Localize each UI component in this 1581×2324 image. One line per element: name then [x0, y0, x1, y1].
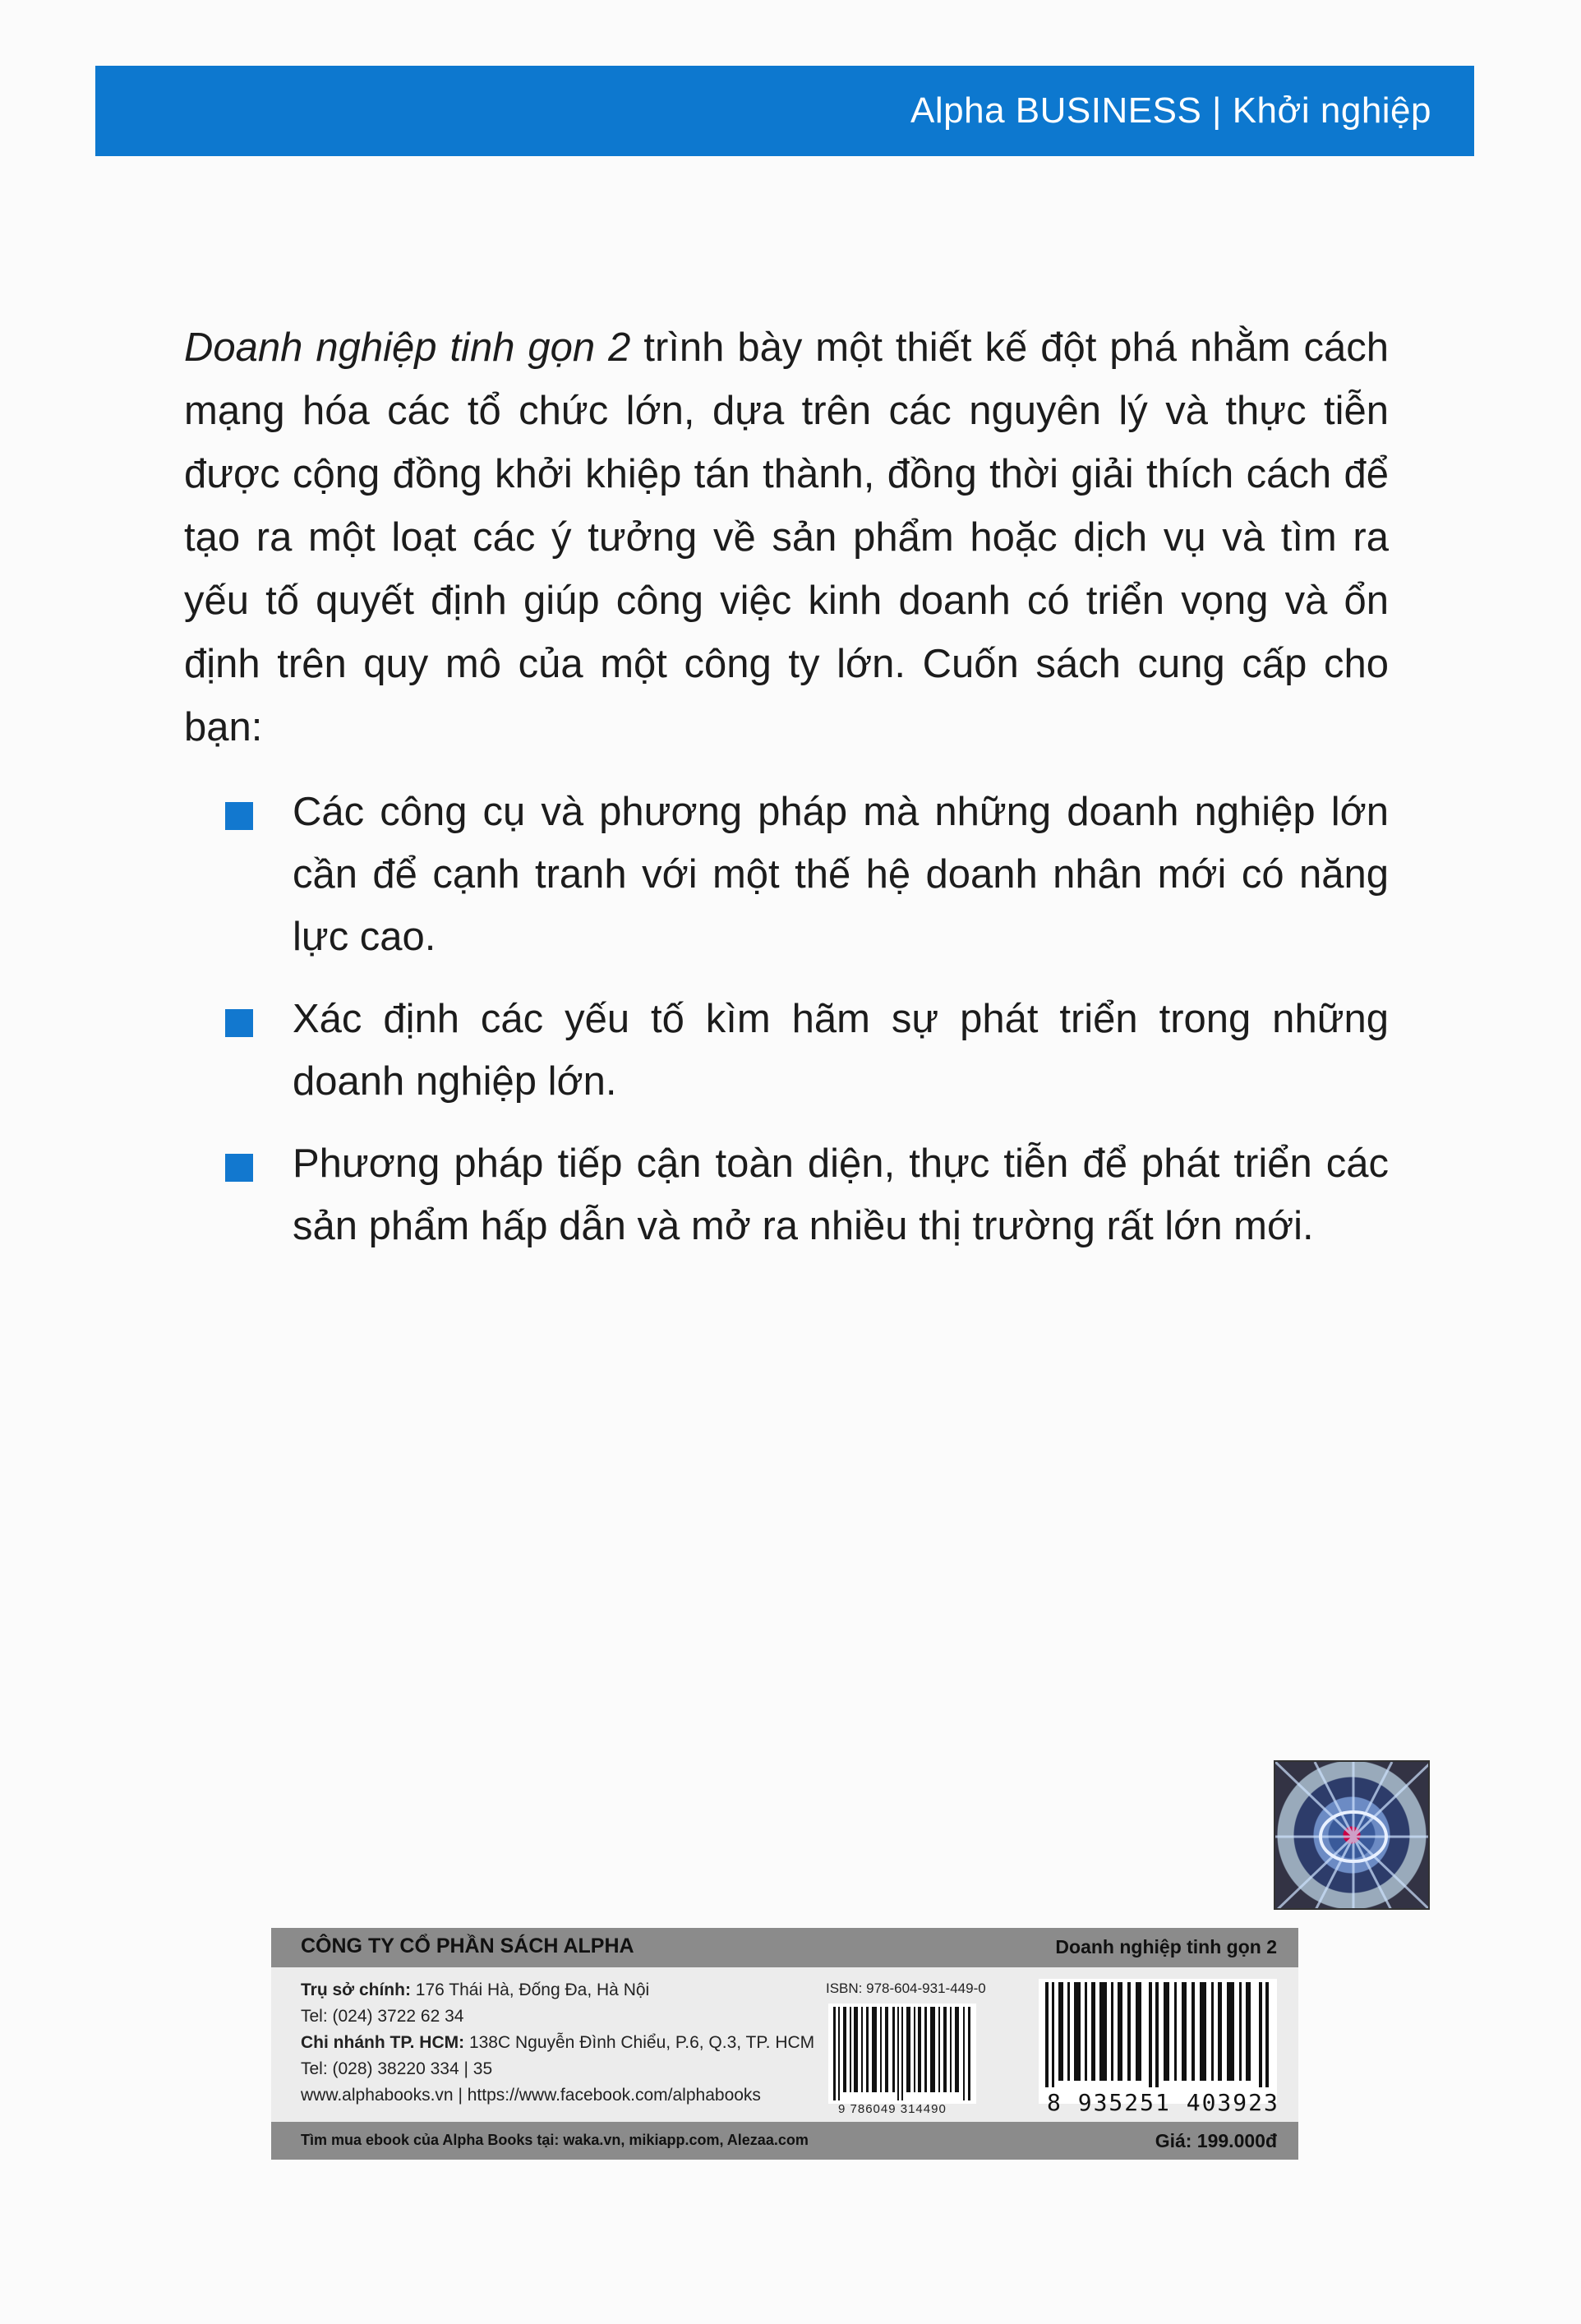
- imprint-footer: [271, 2122, 1298, 2160]
- square-bullet-icon: [225, 1154, 253, 1182]
- ebook-note: Tìm mua ebook của Alpha Books tại: waka.vn, mikiapp.com, Alezaa.com: [301, 2132, 809, 2148]
- price-label: Giá: 199.000đ: [1155, 2130, 1277, 2151]
- list-item-text: Các công cụ và phương pháp mà những doanh nghiệp lớn cần để cạnh tranh với một thế hệ doanh nhân mới có năng lực cao.: [293, 790, 1389, 959]
- benefit-list: [184, 781, 1389, 1277]
- hq-line: Trụ sở chính: 176 Thái Hà, Đống Đa, Hà Nội: [301, 1980, 650, 1999]
- imprint-block: [271, 1928, 1298, 2160]
- publisher-links: www.alphabooks.vn | https://www.facebook.com/alphabooks: [301, 2086, 761, 2105]
- ean-barcode: [1039, 1979, 1277, 2104]
- imprint-book-title: Doanh nghiệp tinh gọn 2: [1055, 1936, 1277, 1957]
- list-item-text: Xác định các yếu tố kìm hãm sự phát triển trong những doanh nghiệp lớn.: [293, 997, 1389, 1104]
- hologram-seal: [1274, 1760, 1430, 1910]
- series-label: Alpha BUSINESS | Khởi nghiệp: [910, 90, 1431, 131]
- publisher-name: CÔNG TY CỔ PHẦN SÁCH ALPHA: [301, 1934, 634, 1957]
- branch-tel: Tel: (028) 38220 334 | 35: [301, 2059, 493, 2078]
- isbn-label: ISBN: 978-604-931-449-0: [826, 1980, 986, 1996]
- intro-text: trình bày một thiết kế đột phá nhằm cách mạng hóa các tổ chức lớn, dựa trên các nguyên lý và thực tiễn được cộng đồng khởi khiệp tán thành, đồng thời giải thích cách để tạo ra một loạt các ý tưởng về sản phẩm hoặc dịch vụ và tìm ra yếu tố quyết định giúp công việc kinh doanh có triển vọng và ổn định trên quy mô của một công ty lớn. Cuốn sách cung cấp cho bạn:: [184, 325, 1390, 749]
- imprint-header: [271, 1928, 1298, 1967]
- intro-book-title: Doanh nghiệp tinh gọn 2: [184, 325, 631, 370]
- hq-tel: Tel: (024) 3722 62 34: [301, 2007, 464, 2026]
- square-bullet-icon: [225, 1009, 253, 1037]
- intro-paragraph: [184, 316, 1389, 759]
- branch-line: Chi nhánh TP. HCM: 138C Nguyễn Đình Chiểu, P.6, Q.3, TP. HCM: [301, 2033, 815, 2052]
- square-bullet-icon: [225, 802, 253, 830]
- hologram-rays: [1275, 1762, 1430, 1910]
- series-banner: [95, 66, 1474, 156]
- isbn-barcode: [828, 2004, 976, 2104]
- list-item: [184, 781, 1389, 968]
- list-item: [184, 1132, 1389, 1257]
- list-item: [184, 988, 1389, 1113]
- ean-digits: 8 935251 403923: [1047, 2089, 1279, 2116]
- list-item-text: Phương pháp tiếp cận toàn diện, thực tiễn để phát triển các sản phẩm hấp dẫn và mở ra nhiều thị trường rất lớn mới.: [293, 1141, 1389, 1248]
- publisher-contacts: [301, 1977, 814, 2109]
- isbn-digits: 9 786049 314490: [838, 2102, 947, 2116]
